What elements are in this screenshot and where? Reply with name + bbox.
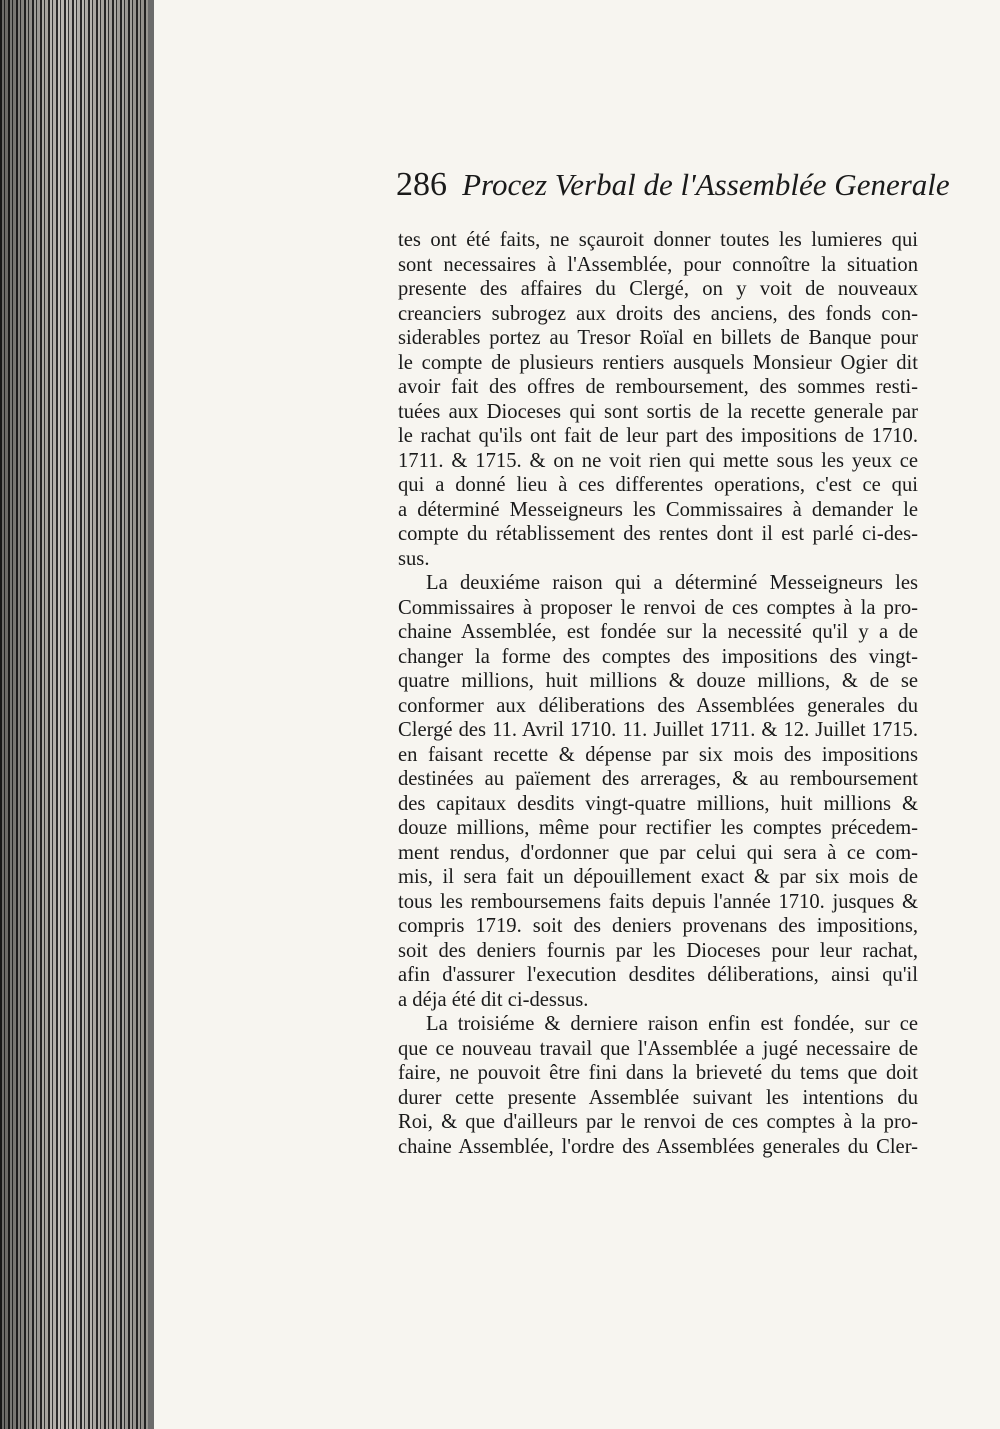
page-number: 286 <box>396 166 447 203</box>
text-line: chaine Assemblée, est fondée sur la necessité qu'il y a de <box>398 621 918 643</box>
text-line: 1711. & 1715. & on ne voit rien qui mette sous les yeux ce <box>398 449 918 472</box>
text-line: conformer aux déliberations des Assemblées generales du <box>398 694 918 717</box>
text-line: durer cette presente Assemblée suivant les intentions du <box>398 1086 918 1109</box>
paragraph-start: La troisiéme & derniere raison enfin est fondée, sur ce <box>426 1013 918 1035</box>
text-line: avoir fait des offres de remboursement, des sommes resti- <box>398 376 918 398</box>
text-line: mis, il sera fait un dépouillement exact & par six mois de <box>398 866 918 888</box>
text-line: le rachat qu'ils ont fait de leur part des impositions de 1710. <box>398 425 918 447</box>
text-line: siderables portez au Tresor Roïal en billets de Banque pour <box>398 327 918 349</box>
text-line: douze millions, même pour rectifier les comptes précedem- <box>398 817 918 839</box>
text-line: Roi, & que d'ailleurs par le renvoi de ces comptes à la pro- <box>398 1111 918 1133</box>
text-line: chaine Assemblée, l'ordre des Assemblées generales du Cler- <box>398 1135 918 1158</box>
text-line: afin d'assurer l'execution desdites déliberations, ainsi qu'il <box>398 964 918 986</box>
running-title: Procez Verbal de l'Assemblée Generale <box>462 167 950 202</box>
text-line: tes ont été faits, ne sçauroit donner toutes les lumieres qui <box>398 229 918 251</box>
text-line: Clergé des 11. Avril 1710. 11. Juillet 1711. & 12. Juillet 1715. <box>398 719 918 741</box>
text-line: tuées aux Dioceses qui sont sortis de la recette generale par <box>398 400 918 423</box>
paragraph-start: La deuxiéme raison qui a déterminé Messeigneurs les <box>426 572 918 594</box>
book-gutter <box>148 0 154 1429</box>
text-line: le compte de plusieurs rentiers ausquels Monsieur Ogier dit <box>398 351 918 374</box>
text-line: soit des deniers fournis par les Dioceses pour leur rachat, <box>398 939 918 962</box>
text-line: creanciers subrogez aux droits des anciens, des fonds con- <box>398 302 918 325</box>
text-line: presente des affaires du Clergé, on y voit de nouveaux <box>398 278 918 300</box>
page-header <box>396 166 950 204</box>
text-line: a déterminé Messeigneurs les Commissaires à demander le <box>398 498 918 521</box>
text-line: compte du rétablissement des rentes dont il est parlé ci-des- <box>398 523 918 545</box>
text-line: sont necessaires à l'Assemblée, pour connoître la situation <box>398 253 918 276</box>
text-line: des capitaux desdits vingt-quatre millions, huit millions & <box>398 792 918 815</box>
text-line: que ce nouveau travail que l'Assemblée a jugé necessaire de <box>398 1037 918 1060</box>
text-line: changer la forme des comptes des impositions des vingt- <box>398 645 918 668</box>
text-line: faire, ne pouvoit être fini dans la brieveté du tems que doit <box>398 1062 918 1084</box>
text-line: en faisant recette & dépense par six mois des impositions <box>398 743 918 766</box>
text-line: quatre millions, huit millions & douze millions, & de se <box>398 670 918 692</box>
text-line: Commissaires à proposer le renvoi de ces comptes à la pro- <box>398 596 918 619</box>
text-line: sus. <box>398 547 430 570</box>
body-text <box>398 228 918 1159</box>
text-line: tous les remboursemens faits depuis l'année 1710. jusques & <box>398 890 918 913</box>
text-line: a déja été dit ci-dessus. <box>398 988 589 1011</box>
text-line: compris 1719. soit des deniers provenans des impositions, <box>398 915 918 937</box>
text-line: destinées au païement des arrerages, & au remboursement <box>398 768 918 790</box>
text-line: qui a donné lieu à ces differentes operations, c'est ce qui <box>398 474 918 496</box>
text-line: ment rendus, d'ordonner que par celui qui sera à ce com- <box>398 841 918 864</box>
book-edge-shadow <box>0 0 150 1429</box>
